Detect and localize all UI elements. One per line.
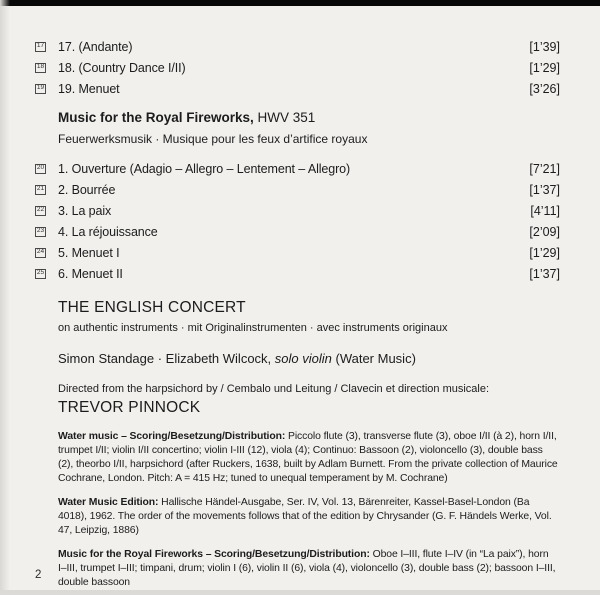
track-number-icon: 19 [35, 84, 46, 94]
track-duration: [1’29] [529, 245, 560, 260]
work-title [58, 110, 560, 125]
scan-bottom-edge [0, 590, 600, 595]
track-duration: [3’26] [529, 81, 560, 96]
instruments-note: on authentic instruments · mit Originalinstrumenten · avec instruments originaux [58, 322, 448, 334]
track-title: 17. (Andante) [58, 39, 133, 54]
track-title: 1. Ouverture (Adagio – Allegro – Lentement – Allegro) [58, 161, 351, 176]
work-title-name: Music for the Royal Fireworks, [58, 110, 254, 125]
track-row [35, 158, 560, 179]
track-number-icon: 17 [35, 42, 46, 52]
track-duration: [2’09] [529, 224, 560, 239]
note-body: Hallische Händel-Ausgabe, Ser. IV, Vol. 13, Bärenreiter, Kassel-Basel-London (Ba 4018), 1962. The order of the movements follows that of the edition by Chrysander (G. F. Händels Werke, Vol. 47, Leipzig, 1886) [58, 497, 552, 536]
page-content [0, 6, 600, 595]
soloists-work: (Water Music) [331, 351, 416, 366]
track-duration: [4’11] [530, 203, 560, 218]
track-number-icon: 20 [35, 164, 46, 174]
work-title-catalog: HWV 351 [253, 110, 316, 125]
track-number-icon: 22 [35, 206, 46, 216]
track-number-icon: 25 [35, 269, 46, 279]
note-fireworks-scoring [58, 548, 558, 590]
track-row [35, 57, 560, 78]
track-number-icon: 18 [35, 63, 46, 73]
track-title: 19. Menuet [58, 81, 120, 96]
track-duration: [1’39] [529, 39, 560, 54]
track-title: 18. (Country Dance I/II) [58, 60, 186, 75]
performers-section [58, 299, 560, 417]
track-row [35, 263, 560, 284]
note-water-music-edition [58, 496, 558, 538]
track-row [35, 179, 560, 200]
note-lead: Water Music Edition: [58, 497, 159, 508]
soloists-line [58, 351, 560, 366]
track-row [35, 200, 560, 221]
note-lead: Water music – Scoring/Besetzung/Distribution: [58, 431, 286, 442]
track-row [35, 78, 560, 99]
track-title: 2. Bourrée [58, 182, 116, 197]
track-title: 5. Menuet I [58, 245, 120, 260]
track-duration: [7’21] [529, 161, 560, 176]
note-lead: Music for the Royal Fireworks – Scoring/Besetzung/Distribution: [58, 549, 370, 560]
track-group-royal-fireworks [35, 158, 560, 284]
note-body: Piccolo flute (3), transverse flute (3), oboe I/II (à 2), horn I/II, trumpet I/II; violin I/II concertino; violin I-III (12), viola (4); Continuo: Bassoon (2), violoncello (3), double bass (2), theorbo I/II, harpsichord (after Ruckers, 1638, built by Adlam Burnett. From the private collection of Maurice Cochrane, London. Pitch: A = 415 Hz; tuned to unequal temperament by M. Cochrane) [58, 431, 558, 484]
track-title: 3. La paix [58, 203, 112, 218]
track-duration: [1’29] [529, 60, 560, 75]
soloists-names: Simon Standage · Elizabeth Wilcock, [58, 351, 275, 366]
track-number-icon: 23 [35, 227, 46, 237]
scoring-notes [58, 430, 558, 590]
director-note: Directed from the harpsichord by / Cembalo und Leitung / Clavecin et direction musicale: [58, 383, 490, 395]
track-row [35, 36, 560, 57]
track-duration: [1’37] [529, 266, 560, 281]
soloists-role: solo violin [274, 351, 332, 366]
track-group-water-music [35, 36, 560, 99]
note-water-music-scoring [58, 430, 558, 486]
track-title: 4. La réjouissance [58, 224, 158, 239]
director-name: TREVOR PINNOCK [58, 399, 201, 416]
work-subtitle: Feuerwerksmusik · Musique pour les feux d’artifice royaux [58, 132, 368, 146]
track-number-icon: 21 [35, 185, 46, 195]
track-row [35, 221, 560, 242]
track-title: 6. Menuet II [58, 266, 123, 281]
ensemble-name: THE ENGLISH CONCERT [58, 299, 246, 316]
page-number: 2 [35, 569, 42, 581]
note-body: Oboe I–III, flute I–IV (in “La paix”), horn I–III, trumpet I–III; timpani, drum; violin I (6), violin II (6), viola (4), violoncello (3), double bass (2); bassoon I–III, double bassoon [58, 549, 556, 588]
track-row [35, 242, 560, 263]
track-number-icon: 24 [35, 248, 46, 258]
track-duration: [1’37] [529, 182, 560, 197]
